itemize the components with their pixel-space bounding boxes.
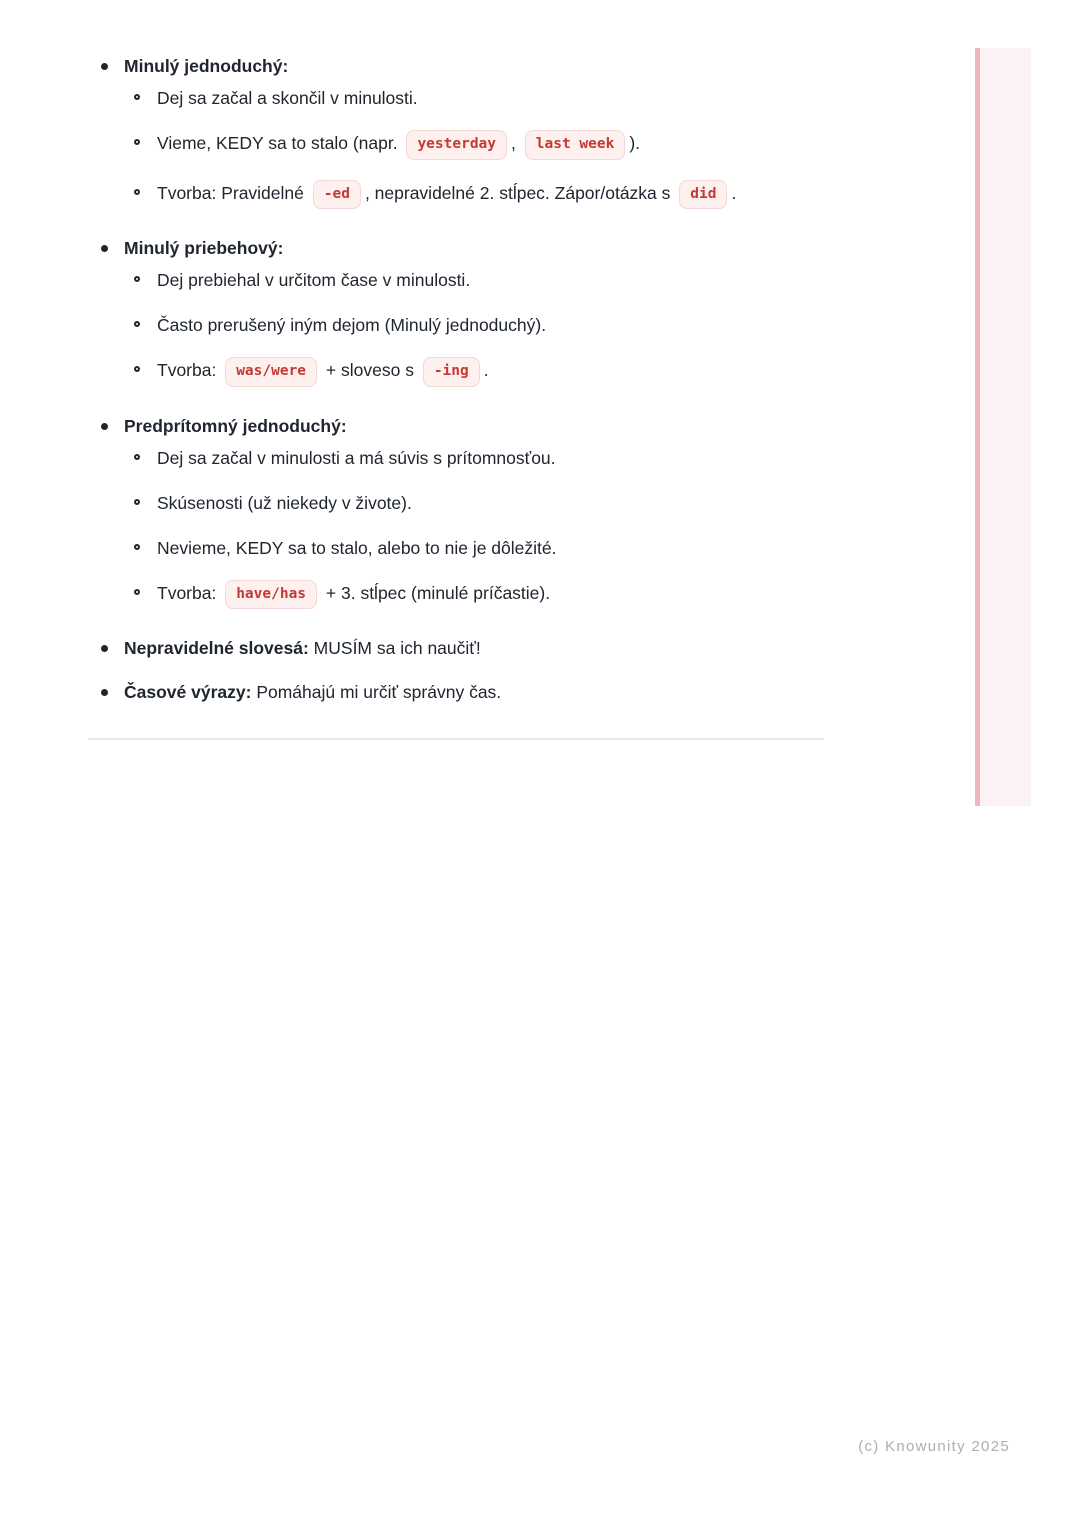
bullet-section	[88, 636, 824, 661]
bullet-circle-icon	[134, 276, 140, 282]
code-badge: was/were	[225, 357, 317, 387]
section-heading: Časové výrazy:	[124, 682, 252, 702]
list-item: Dej sa začal a skončil v minulosti.	[124, 86, 824, 111]
code-badge: -ing	[423, 357, 480, 387]
page-margin-highlight	[975, 48, 1031, 806]
list-item: Skúsenosti (už niekedy v živote).	[124, 491, 824, 516]
notes-content	[88, 54, 824, 740]
section-heading: Minulý priebehový:	[124, 238, 284, 258]
bullet-circle-icon	[134, 454, 140, 460]
bullet-section	[88, 54, 824, 210]
list-item: Tvorba: Pravidelné -ed , nepravidelné 2. stĺpec. Zápor/otázka s did .	[124, 181, 824, 211]
list-item: Dej prebiehal v určitom čase v minulosti.	[124, 268, 824, 293]
bullet-circle-icon	[134, 544, 140, 550]
section-inline-text: Pomáhajú mi určiť správny čas.	[251, 682, 502, 702]
bullet-disc-icon	[101, 63, 108, 70]
bullet-circle-icon	[134, 94, 140, 100]
section-inline-text: MUSÍM sa ich naučiť!	[308, 638, 481, 658]
code-badge: have/has	[225, 580, 317, 610]
bullet-circle-icon	[134, 139, 140, 145]
code-badge: did	[679, 180, 727, 210]
bullet-disc-icon	[101, 245, 108, 252]
section-heading: Nepravidelné slovesá:	[124, 638, 309, 658]
bullet-circle-icon	[134, 589, 140, 595]
section-heading: Minulý jednoduchý:	[124, 56, 289, 76]
bullet-circle-icon	[134, 189, 140, 195]
bullet-disc-icon	[101, 645, 108, 652]
code-badge: yesterday	[406, 130, 507, 160]
bullet-circle-icon	[134, 321, 140, 327]
bullet-section	[88, 236, 824, 388]
list-item: Nevieme, KEDY sa to stalo, alebo to nie je dôležité.	[124, 536, 824, 561]
code-badge: -ed	[313, 180, 361, 210]
bullet-disc-icon	[101, 423, 108, 430]
list-item: Tvorba: was/were + sloveso s -ing .	[124, 358, 824, 388]
section-divider	[88, 738, 824, 740]
section-heading: Predprítomný jednoduchý:	[124, 415, 347, 436]
bullet-section	[88, 414, 824, 611]
code-badge: last week	[525, 130, 626, 160]
list-item: Tvorba: have/has + 3. stĺpec (minulé príčastie).	[124, 581, 824, 611]
list-item: Dej sa začal v minulosti a má súvis s prítomnosťou.	[124, 446, 824, 471]
bullet-disc-icon	[101, 689, 108, 696]
bullet-circle-icon	[134, 366, 140, 372]
list-item: Vieme, KEDY sa to stalo (napr. yesterday , last week ).	[124, 131, 824, 161]
copyright-footer: (c) Knowunity 2025	[858, 1438, 1010, 1455]
content-list	[88, 54, 824, 705]
bullet-section	[88, 680, 824, 705]
list-item: Často prerušený iným dejom (Minulý jednoduchý).	[124, 313, 824, 338]
bullet-circle-icon	[134, 499, 140, 505]
